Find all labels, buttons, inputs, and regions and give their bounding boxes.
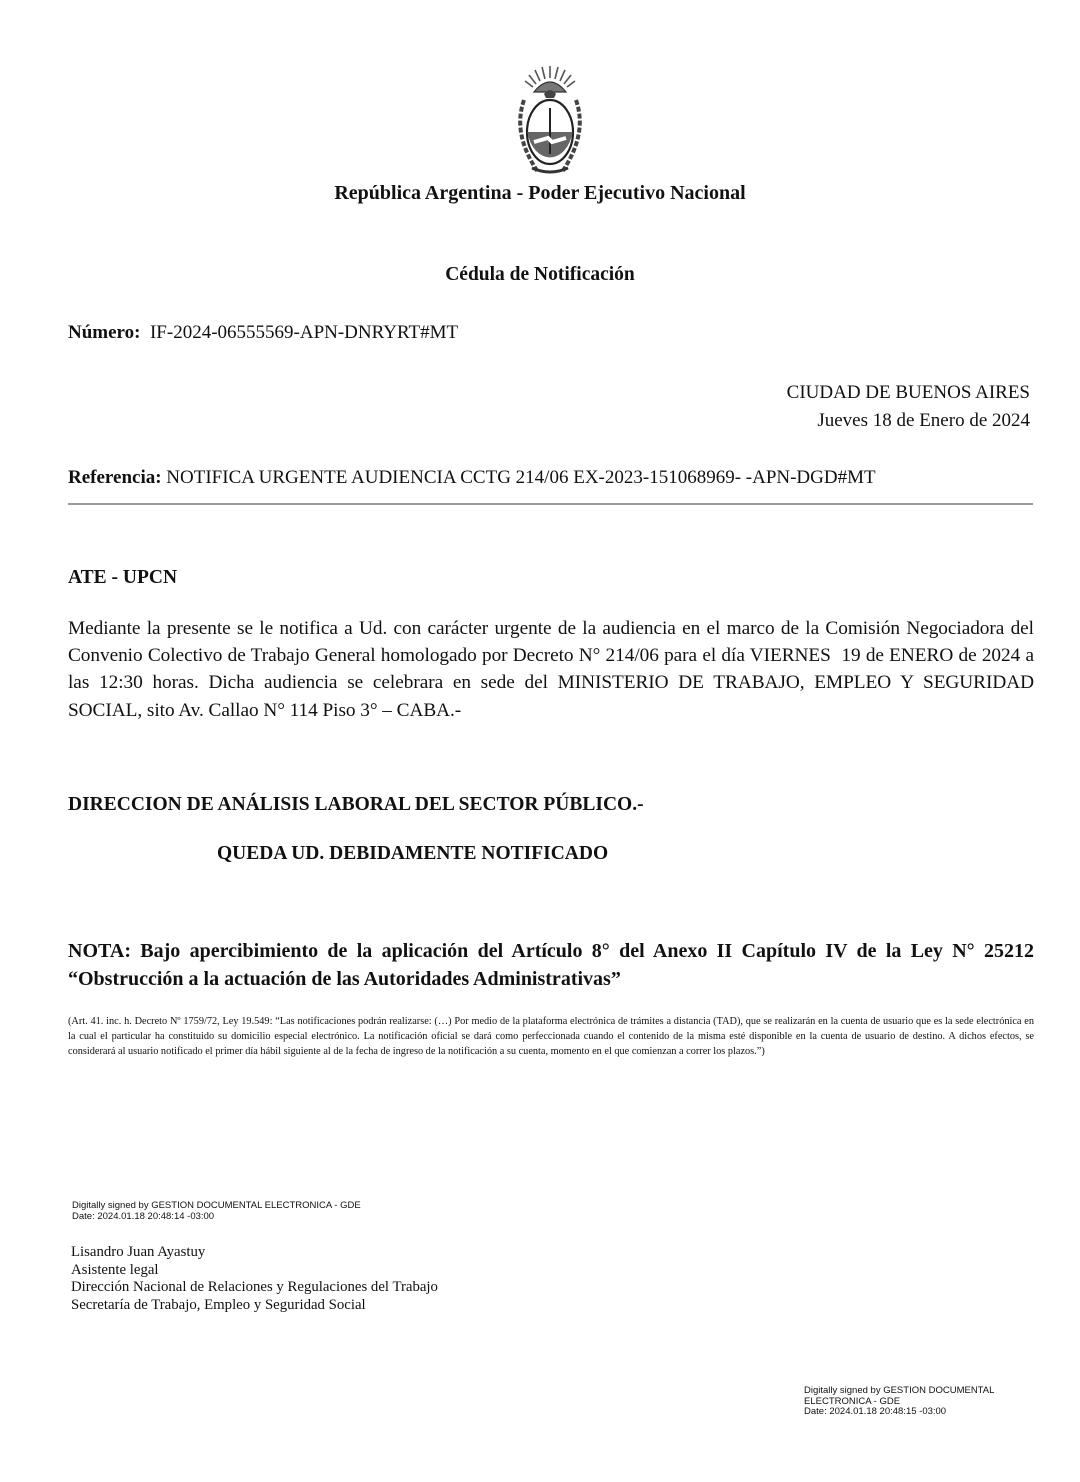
digital-signature-stamp-2 <box>804 1386 1044 1418</box>
signer-secretariat: Secretaría de Trabajo, Empleo y Seguridad Social <box>71 1296 366 1313</box>
city: CIUDAD DE BUENOS AIRES <box>786 382 1030 403</box>
signer-office: Dirección Nacional de Relaciones y Regulaciones del Trabajo <box>71 1279 438 1295</box>
signature-2-date: Date: 2024.01.18 20:48:15 -03:00 <box>804 1406 947 1417</box>
signature-1-date: Date: 2024.01.18 20:48:14 -03:00 <box>72 1210 215 1222</box>
notified-statement: QUEDA UD. DEBIDAMENTE NOTIFICADO <box>217 843 609 864</box>
signature-1-signed-by: Digitally signed by GESTION DOCUMENTAL ELECTRONICA - GDE <box>72 1200 361 1211</box>
document-number <box>68 321 458 345</box>
document-number-value: IF-2024-06555569-APN-DNRYRT#MT <box>149 322 459 343</box>
argentina-coat-of-arms-icon <box>508 64 592 184</box>
notification-body: Mediante la presente se le notifica a Ud. con carácter urgente de la audiencia en el marco de la Comisión Negociadora del Convenio Colectivo de Trabajo General homologado por Decreto N° 214/06 para el día VIERNES 19 de ENERO de 2024 a las 12:30 horas. Dicha audiencia se celebrara en sede del MINISTERIO DE TRABAJO, EMPLEO Y SEGURIDAD SOCIAL, sito Av. Callao N° 114 Piso 3° – CABA.- <box>68 618 1039 721</box>
legal-footnote: (Art. 41. inc. h. Decreto Nº 1759/72, Ley 19.549: “Las notificaciones podrán realizarse: (…) Por medio de la plataforma electrónica de trámites a distancia (TAD), que se realizarán en la cuenta de usuario que es la sede electrónica en la cual el particular ha constituido su domicilio especial electrónico. La notificación oficial se dará como perfeccionada cuando el contenido de la misma esté disponible en la cuenta de usuario de destino. A dichos efectos, se considerará al usuario notificado el primer día hábil siguiente al de la fecha de ingreso de la notificación a su cuenta, momento en el que comienzan a correr los plazos.”) <box>68 1016 1034 1057</box>
digital-signature-stamp-1 <box>72 1201 412 1222</box>
note-text: : Bajo apercibimiento de la aplicación del Artículo 8° del Anexo II Capítulo IV de la Ley N° 25212 “Obstrucción a la actuación de las Autoridades Administrativas” <box>68 940 1034 990</box>
signature-2-signed-by: Digitally signed by GESTION DOCUMENTAL <box>804 1385 995 1396</box>
recipient: ATE - UPCN <box>68 567 178 588</box>
reference <box>68 466 876 490</box>
signer-block <box>71 1244 438 1314</box>
department-name: DIRECCION DE ANÁLISIS LABORAL DEL SECTOR PÚBLICO.- <box>68 794 644 815</box>
signer-role: Asistente legal <box>71 1261 159 1278</box>
reference-label: Referencia: <box>68 467 162 488</box>
header-title: República Argentina - Poder Ejecutivo Nacional <box>334 182 746 204</box>
date: Jueves 18 de Enero de 2024 <box>817 410 1030 431</box>
document-title: Cédula de Notificación <box>445 264 635 285</box>
note-label: NOTA <box>68 940 125 962</box>
signer-name: Lisandro Juan Ayastuy <box>71 1244 206 1260</box>
signature-2-org: ELECTRONICA - GDE <box>804 1395 901 1407</box>
reference-value: NOTIFICA URGENTE AUDIENCIA CCTG 214/06 EX-2023-151068969- -APN-DGD#MT <box>166 467 876 488</box>
divider <box>68 503 1033 505</box>
place-and-date <box>787 379 1030 435</box>
document-number-label: Número: <box>68 322 141 343</box>
note <box>68 937 1034 993</box>
